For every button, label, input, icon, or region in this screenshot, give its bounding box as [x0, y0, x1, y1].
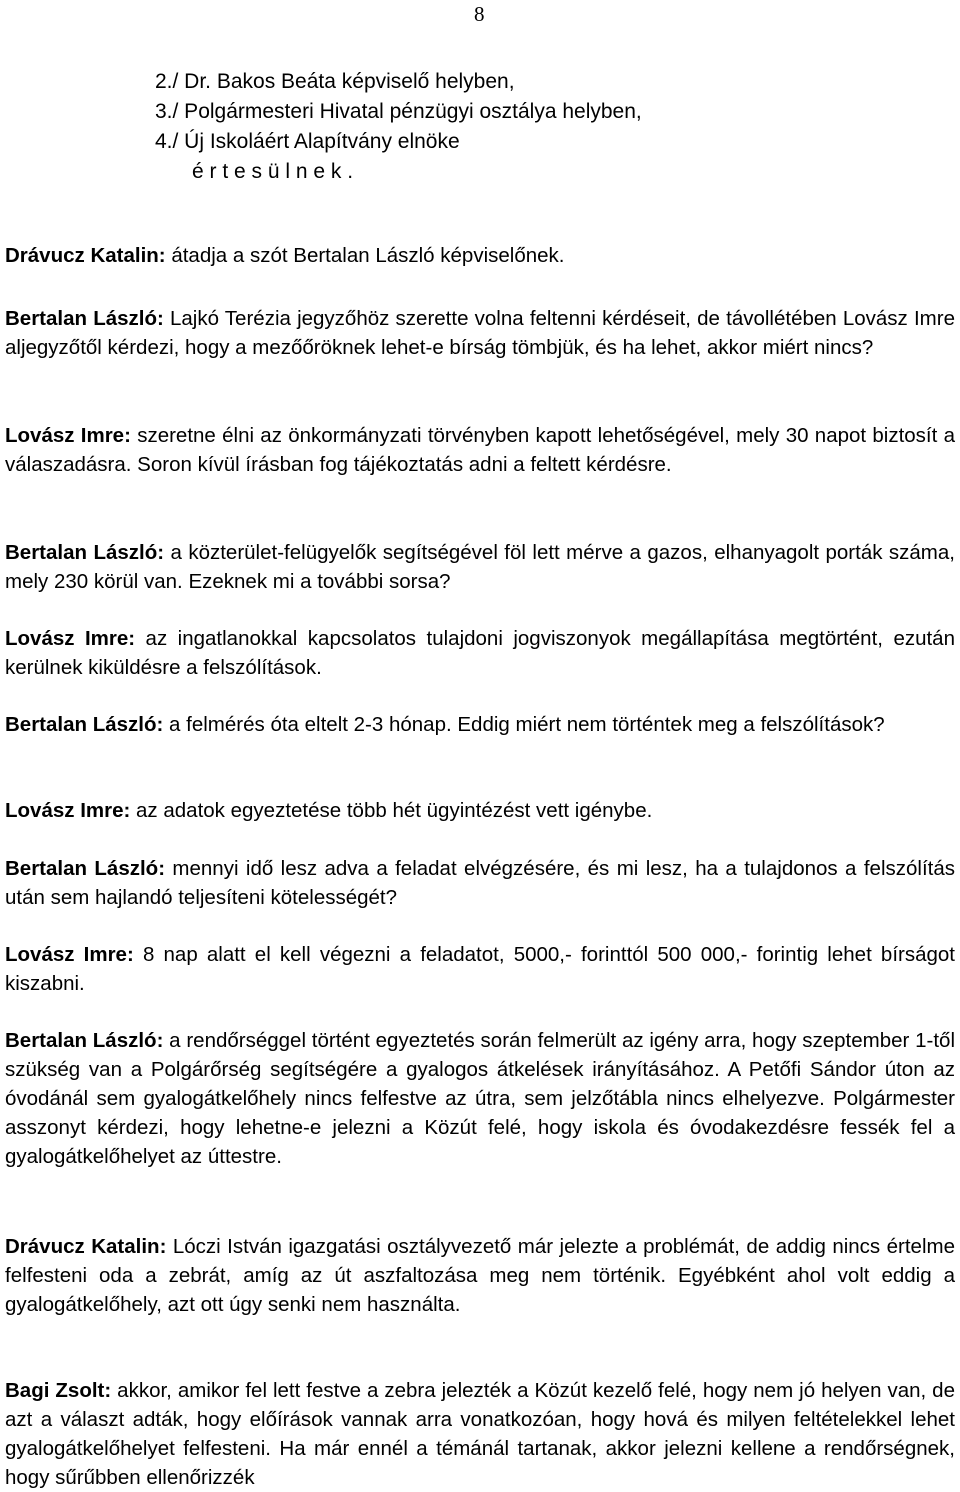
speaker-name: Bertalan László:: [5, 713, 164, 736]
paragraph-text: Lajkó Terézia jegyzőhöz szerette volna feltenni kérdéseit, de távollétében Lovász Imre aljegyzőtől kérdezi, hogy a mezőőröknek lehet-e bírság tömbjük, és ha lehet, akkor miért nincs?: [5, 307, 955, 359]
paragraph-text: akkor, amikor fel lett festve a zebra jelezték a Közút kezelő felé, hogy nem jó helyen van, de azt a választ adták, hogy előírások vannak arra vonatkozóan, hogy hová és milyen feltételekkel lehet gyalogátkelőhelyet felfesteni. Ha már ennél a témánál tartanak, akkor jelezni kellene a rendőrségnek, hogy sűrűbben ellenőrizzék: [5, 1379, 955, 1489]
list-item: 4./ Új Iskoláért Alapítvány elnöke: [155, 130, 460, 153]
speaker-name: Lovász Imre:: [5, 799, 131, 822]
speaker-name: Lovász Imre:: [5, 943, 134, 966]
paragraph: [5, 304, 955, 362]
speaker-name: Lovász Imre:: [5, 424, 131, 447]
paragraph: [5, 854, 955, 912]
speaker-name: Bertalan László:: [5, 1029, 164, 1052]
speaker-name: Bertalan László:: [5, 307, 164, 330]
paragraph-text: a felmérés óta eltelt 2-3 hónap. Eddig miért nem történtek meg a felszólítások?: [163, 713, 885, 736]
speaker-name: Bertalan László:: [5, 541, 165, 564]
paragraph: [5, 1232, 955, 1319]
paragraph-text: az ingatlanokkal kapcsolatos tulajdoni jogviszonyok megállapítása megtörtént, ezután kerülnek kiküldésre a felszólítások.: [5, 627, 955, 679]
speaker-name: Bagi Zsolt:: [5, 1379, 112, 1402]
paragraph-text: 8 nap alatt el kell végezni a feladatot, 5000,- forinttól 500 000,- forintig lehet bírságot kiszabni.: [5, 943, 955, 995]
paragraph: [5, 1376, 955, 1492]
paragraph-text: szeretne élni az önkormányzati törvényben kapott lehetőségével, mely 30 napot biztosít a válaszadásra. Soron kívül írásban fog tájékoztatás adni a feltett kérdésre.: [5, 424, 956, 476]
paragraph-text: a rendőrséggel történt egyeztetés során felmerült az igény arra, hogy szeptember 1-től szükség van a Polgárőrség segítségére a gyalogos átkelések irányításához. A Petőfi Sándor úton az óvodánál sem gyalogátkelőhely nincs felfestve az útra, sem jelzőtábla nincs elhelyezve. Polgármester asszonyt kérdezi, hogy lehetne-e jelezni a Közút felé, hogy iskola és óvodakezdésre fessék fel a gyalogátkelőhelyet az úttestre.: [5, 1029, 955, 1168]
paragraph-text: Lóczi István igazgatási osztályvezető már jelezte a problémát, de addig nincs értelme felfesteni oda a zebrát, amíg az út aszfaltozása meg nem történik. Egyébként ahol volt eddig a gyalogátkelőhely, azt ott úgy senki nem használta.: [5, 1235, 955, 1316]
page-number: 8: [474, 2, 485, 26]
list-item: 2./ Dr. Bakos Beáta képviselő helyben,: [155, 70, 515, 93]
paragraph-text: mennyi idő lesz adva a feladat elvégzésére, és mi lesz, ha a tulajdonos a felszólítás után sem hajlandó teljesíteni kötelességét?: [5, 857, 955, 909]
paragraph-text: az adatok egyeztetése több hét ügyintézést vett igénybe.: [130, 799, 653, 822]
paragraph: [5, 421, 955, 479]
paragraph: [5, 710, 955, 739]
paragraph: [5, 940, 955, 998]
speaker-name: Bertalan László:: [5, 857, 166, 880]
notification-line: é r t e s ü l n e k .: [192, 160, 354, 183]
paragraph: [5, 241, 955, 270]
paragraph: [5, 1026, 955, 1171]
paragraph-text: a közterület-felügyelők segítségével föl lett mérve a gazos, elhanyagolt porták száma, mely 230 körül van. Ezeknek mi a további sorsa?: [5, 541, 955, 593]
paragraph: [5, 624, 955, 682]
distribution-list: [155, 67, 642, 187]
paragraph: [5, 538, 955, 596]
paragraph-text: átadja a szót Bertalan László képviselőnek.: [165, 244, 565, 267]
paragraph: [5, 796, 955, 825]
speaker-name: Lovász Imre:: [5, 627, 136, 650]
speaker-name: Drávucz Katalin:: [5, 244, 166, 267]
list-item: 3./ Polgármesteri Hivatal pénzügyi osztálya helyben,: [155, 100, 642, 123]
speaker-name: Drávucz Katalin:: [5, 1235, 167, 1258]
